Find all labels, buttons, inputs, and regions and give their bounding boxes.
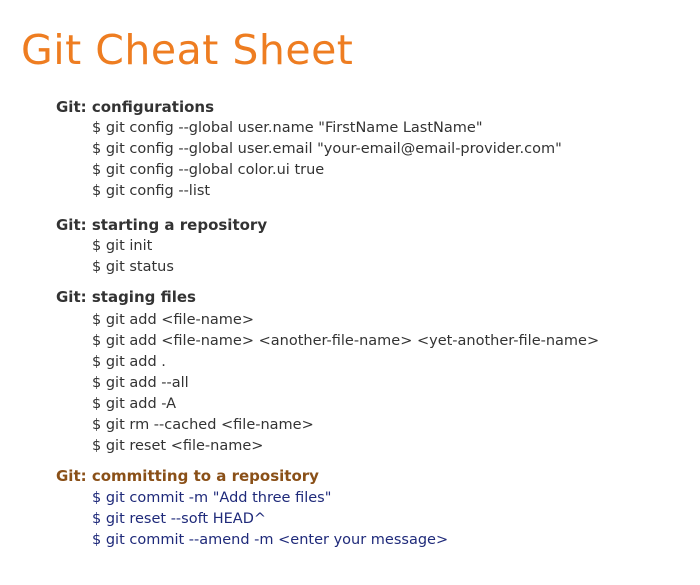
section-heading: Git: configurations	[56, 98, 214, 116]
section-heading: Git: starting a repository	[56, 216, 268, 234]
command-line: $ git reset --soft HEAD^	[92, 511, 267, 527]
command-line: $ git rm --cached <file-name>	[92, 417, 314, 433]
command-line: $ git config --list	[92, 183, 211, 199]
page-title: Git Cheat Sheet	[21, 26, 354, 74]
command-line: $ git add .	[92, 354, 166, 370]
section-configurations	[56, 96, 700, 202]
section-committing	[56, 465, 700, 551]
command-line: $ git config --global user.email "your-email@email-provider.com"	[92, 141, 562, 157]
command-line: $ git config --global color.ui true	[92, 162, 325, 178]
section-heading: Git: staging files	[56, 288, 196, 306]
command-line: $ git add <file-name> <another-file-name> <yet-another-file-name>	[92, 333, 600, 349]
section-starting-repository	[56, 214, 700, 278]
section-staging-files	[56, 286, 700, 457]
command-line: $ git commit --amend -m <enter your message>	[92, 532, 449, 548]
command-line: $ git status	[92, 259, 174, 275]
command-line: $ git add -A	[92, 396, 177, 412]
command-line: $ git add --all	[92, 375, 189, 391]
command-line: $ git reset <file-name>	[92, 438, 264, 454]
command-list	[56, 488, 700, 551]
command-list	[56, 118, 700, 202]
command-list	[56, 236, 700, 278]
command-line: $ git init	[92, 238, 153, 254]
section-heading: Git: committing to a repository	[56, 467, 319, 485]
command-list	[56, 310, 700, 457]
command-line: $ git commit -m "Add three files"	[92, 490, 332, 506]
command-line: $ git add <file-name>	[92, 312, 254, 328]
command-line: $ git config --global user.name "FirstName LastName"	[92, 120, 483, 136]
